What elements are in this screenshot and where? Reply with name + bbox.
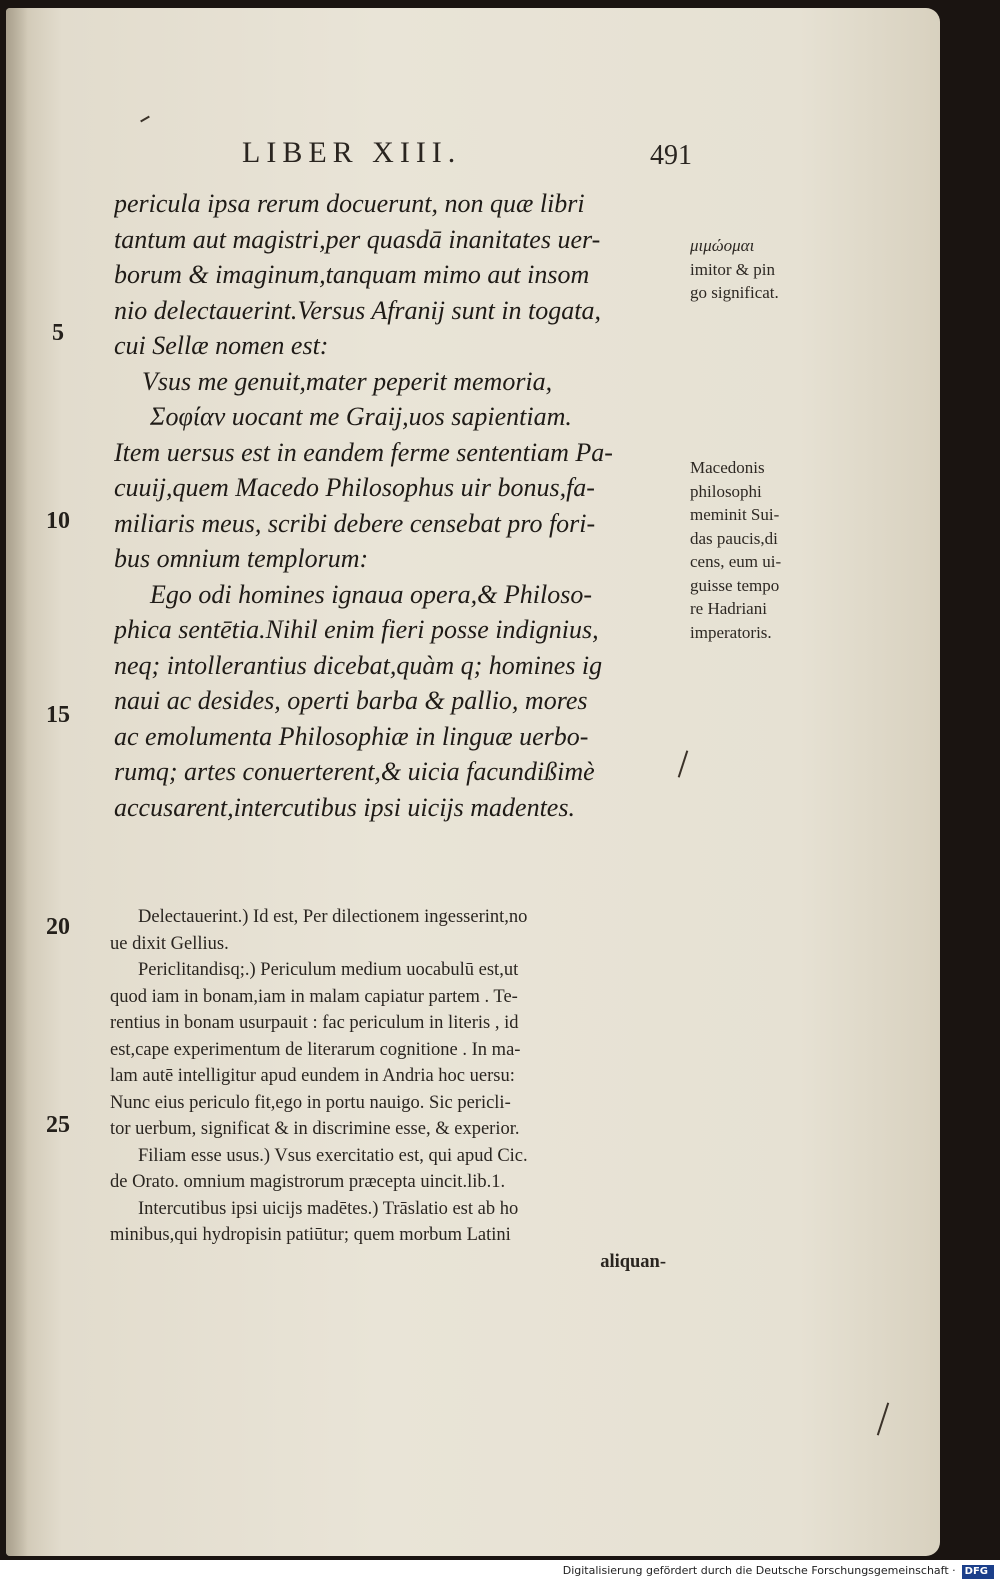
margin-note-line: guisse tempo xyxy=(690,575,780,595)
line-number-20: 20 xyxy=(46,914,70,940)
text-line: nio delectauerint.Versus Afranij sunt in togata, xyxy=(114,295,602,325)
line-number-5: 5 xyxy=(52,320,64,346)
verse-line: Vsus me genuit,mater peperit memoria, xyxy=(142,366,553,396)
commentary-line: de Orato. omnium magistrorum præcepta uincit.lib.1. xyxy=(110,1172,506,1192)
commentary-line: Intercutibus ipsi uicijs madētes.) Trāslatio est ab ho xyxy=(138,1198,519,1219)
page-number: 491 xyxy=(650,140,692,171)
margin-note-line: Macedonis xyxy=(690,458,765,477)
line-number-10: 10 xyxy=(46,508,70,534)
running-title: LIBER XIII. xyxy=(242,136,462,169)
text-line: borum & imaginum,tanquam mimo aut insom xyxy=(114,260,590,289)
margin-note-line: philosophi xyxy=(690,481,762,501)
ink-mark xyxy=(877,1403,889,1436)
text-line: ac emolumenta Philosophiæ in linguæ uerbo- xyxy=(114,721,589,751)
verse-line: Σοφίαν uocant me Graij,uos sapientiam. xyxy=(150,402,572,431)
line-number-15: 15 xyxy=(46,702,70,728)
commentary-line: Delectauerint.) Id est, Per dilectionem ingesserint,no xyxy=(138,907,528,927)
margin-note-macedo xyxy=(690,456,840,644)
commentary-line: ue dixit Gellius. xyxy=(110,933,229,954)
margin-note-line: μιμώομαι xyxy=(690,236,755,255)
margin-note-line: go significat. xyxy=(690,283,779,302)
text-line: rumq; artes conuerterent,& uicia facundißimè xyxy=(114,757,595,786)
commentary-line: Filiam esse usus.) Vsus exercitatio est, qui apud Cic. xyxy=(138,1145,528,1166)
commentary-line: minibus,qui hydropisin patiūtur; quem morbum Latini xyxy=(110,1225,511,1245)
margin-note-line: meminit Sui- xyxy=(690,505,780,524)
text-line: neq; intollerantius dicebat,quàm q; homines ig xyxy=(114,650,603,680)
catchword: aliquan- xyxy=(600,1251,666,1272)
commentary-line: tor uerbum, significat & in discrimine esse, & experior. xyxy=(110,1119,520,1139)
margin-note-line: imitor & pin xyxy=(690,259,775,279)
commentary-line: Periclitandisq;.) Periculum medium uocabulū est,ut xyxy=(138,960,519,980)
page-gutter-shadow xyxy=(6,8,28,1556)
footer-credit: Digitalisierung gefördert durch die Deutsche Forschungsgemeinschaft · xyxy=(562,1564,956,1577)
verse-line: Ego odi homines ignaua opera,& Philoso- xyxy=(150,579,592,609)
page-header xyxy=(242,136,692,176)
text-line: Item uersus est in eandem ferme sententiam Pa- xyxy=(114,437,613,467)
commentary-line: Nunc eius periculo fit,ego in portu nauigo. Sic pericli- xyxy=(110,1092,511,1113)
margin-note-greek xyxy=(690,234,840,305)
commentary-line: quod iam in bonam,iam in malam capiatur partem . Te- xyxy=(110,986,518,1007)
text-line: cuuij,quem Macedo Philosophus uir bonus,fa- xyxy=(114,473,595,502)
margin-note-line: re Hadriani xyxy=(690,599,767,618)
margin-note-line: imperatoris. xyxy=(690,622,772,642)
margin-note-line: cens, eum ui- xyxy=(690,552,782,571)
text-line: bus omnium templorum: xyxy=(114,544,369,573)
main-text-block xyxy=(114,186,694,825)
commentary-line: lam autē intelligitur apud eundem in Andria hoc uersu: xyxy=(110,1066,515,1086)
text-line: pericula ipsa rerum docuerunt, non quæ libri xyxy=(114,189,585,218)
text-line: tantum aut magistri,per quasdā inanitates uer- xyxy=(114,224,601,254)
text-line: phica sentētia.Nihil enim fieri posse indignius, xyxy=(114,615,599,644)
commentary-block xyxy=(110,904,676,1275)
text-line: cui Sellæ nomen est: xyxy=(114,331,329,360)
dfg-logo: DFG xyxy=(962,1565,994,1579)
commentary-line: rentius in bonam usurpauit : fac periculum in literis , id xyxy=(110,1013,519,1033)
commentary-line: est,cape experimentum de literarum cognitione . In ma- xyxy=(110,1039,521,1060)
text-line: accusarent,intercutibus ipsi uicijs madentes. xyxy=(114,792,575,822)
book-page xyxy=(6,8,940,1556)
text-line: miliaris meus, scribi debere censebat pro fori- xyxy=(114,508,596,538)
margin-note-line: das paucis,di xyxy=(690,528,778,548)
line-number-25: 25 xyxy=(46,1112,70,1138)
digitization-footer xyxy=(0,1560,1000,1582)
text-line: naui ac desides, operti barba & pallio, mores xyxy=(114,686,588,715)
ink-mark xyxy=(140,116,150,123)
